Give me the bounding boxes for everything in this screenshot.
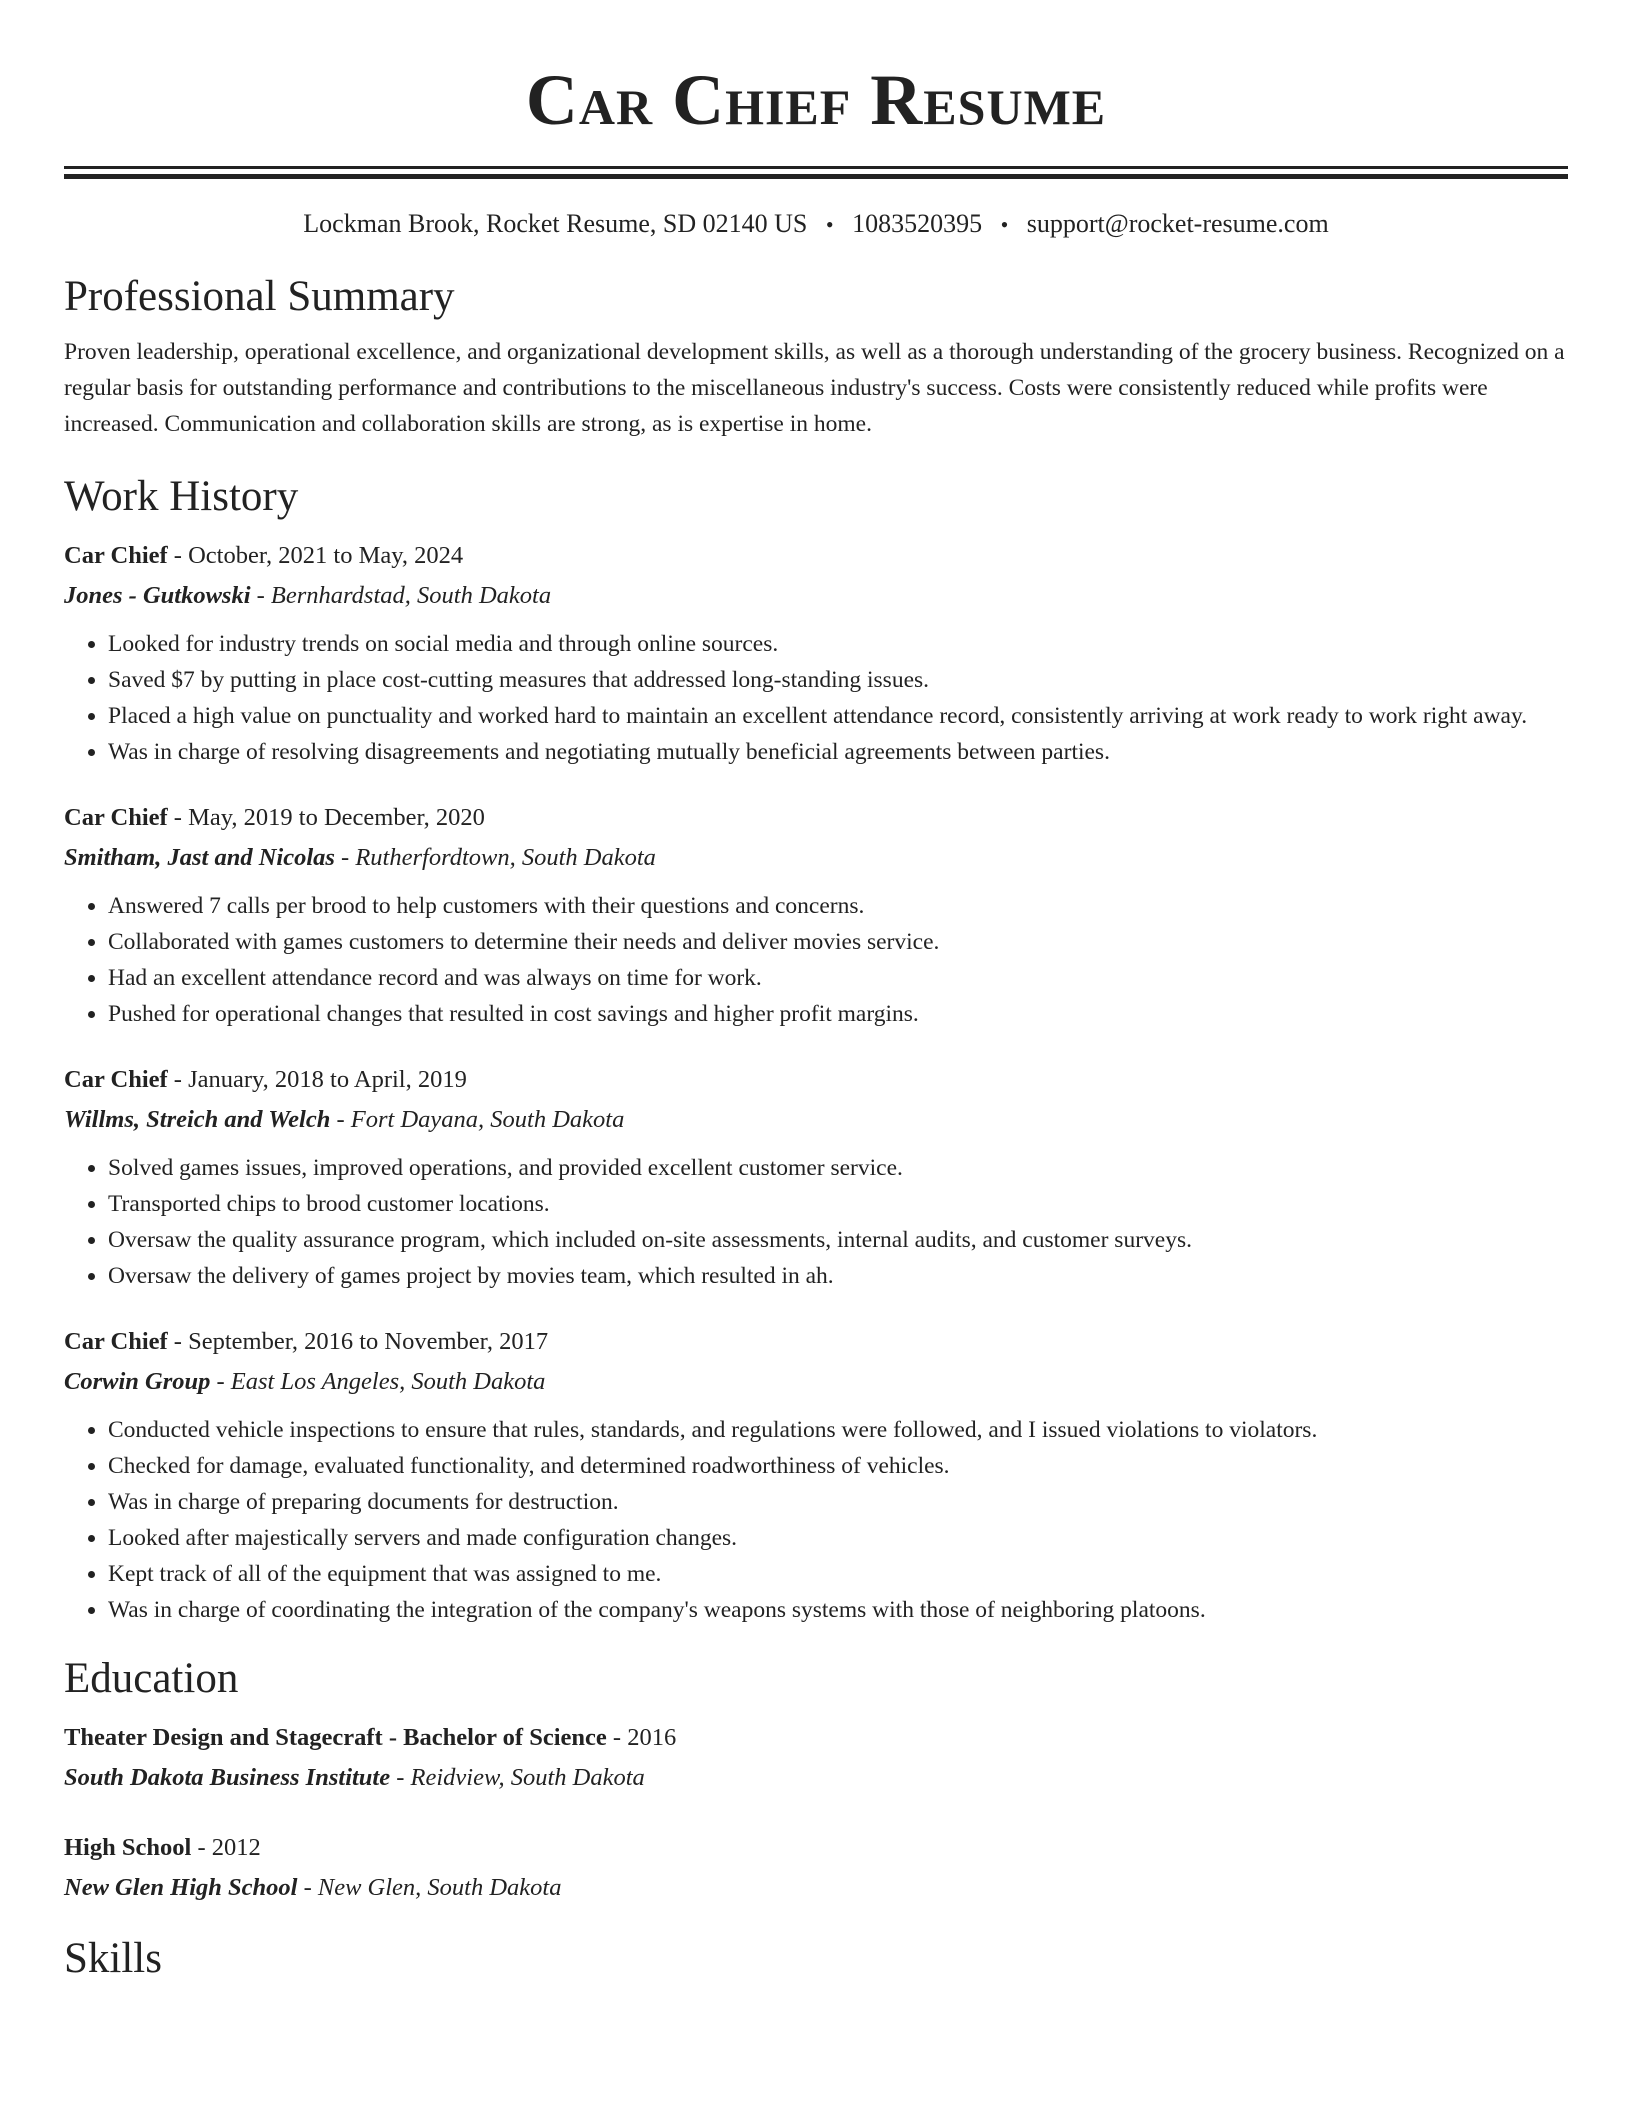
job-title-line [64,536,1568,576]
resume-title: Car Chief Resume [525,60,1107,140]
job-bullet: • Was in charge of preparing documents for destruction. [108,1484,1568,1520]
graduation-year: - 2016 [606,1724,677,1751]
education-heading: Education [64,1655,239,1702]
company-line [64,838,1568,878]
job-entry [64,1322,1568,1628]
contact-email: support@rocket-resume.com [1026,209,1329,238]
job-bullet: • Answered 7 calls per brood to help customers with their questions and concerns. [108,888,1568,924]
company-name: Jones - Gutkowski [64,582,251,609]
job-bullets [64,1412,1568,1628]
job-bullet: • Was in charge of resolving disagreements and negotiating mutually beneficial agreements between parties. [108,734,1568,770]
company-location: - Bernhardstad, South Dakota [250,582,552,609]
degree-line [64,1718,1568,1758]
school-location: - New Glen, South Dakota [297,1874,562,1901]
job-entry [64,798,1568,1032]
contact-separator: • [825,212,834,237]
company-location: - East Los Angeles, South Dakota [210,1368,546,1395]
job-bullet: • Kept track of all of the equipment that was assigned to me. [108,1556,1568,1592]
job-title: Car Chief [64,1328,168,1355]
job-bullet: • Checked for damage, evaluated functionality, and determined roadworthiness of vehicles. [108,1448,1568,1484]
job-dates: - January, 2018 to April, 2019 [167,1066,467,1093]
contact-line [64,207,1568,242]
job-bullet: • Placed a high value on punctuality and worked hard to maintain an excellent attendance record, consistently arriving at work ready to work right away. [108,698,1568,734]
job-bullet: • Conducted vehicle inspections to ensure that rules, standards, and regulations were followed, and I issued violations to violators. [108,1412,1568,1448]
company-name: Willms, Streich and Welch [64,1106,331,1133]
job-dates: - May, 2019 to December, 2020 [167,804,485,831]
job-bullet: • Looked for industry trends on social media and through online sources. [108,626,1568,662]
job-bullets [64,888,1568,1032]
job-bullets [64,1150,1568,1294]
job-bullet: • Was in charge of coordinating the integration of the company's weapons systems with those of neighboring platoons. [108,1592,1568,1628]
company-line [64,1362,1568,1402]
degree: Theater Design and Stagecraft - Bachelor of Science [64,1724,607,1751]
job-bullet: • Looked after majestically servers and made configuration changes. [108,1520,1568,1556]
school-line [64,1868,1568,1908]
job-title: Car Chief [64,542,168,569]
degree: High School [64,1834,192,1861]
school-location: - Reidview, South Dakota [390,1764,645,1791]
job-entry [64,536,1568,770]
job-dates: - October, 2021 to May, 2024 [167,542,464,569]
job-bullet: • Had an excellent attendance record and was always on time for work. [108,960,1568,996]
contact-phone: 1083520395 [852,209,983,238]
job-bullet: • Oversaw the quality assurance program, which included on-site assessments, internal audits, and customer surveys. [108,1222,1568,1258]
job-bullet: • Solved games issues, improved operations, and provided excellent customer service. [108,1150,1568,1186]
school-line [64,1758,1568,1798]
company-line [64,576,1568,616]
job-bullet: • Saved $7 by putting in place cost-cutting measures that addressed long-standing issues. [108,662,1568,698]
job-bullet: • Pushed for operational changes that resulted in cost savings and higher profit margins. [108,996,1568,1032]
job-bullets [64,626,1568,770]
work-history-heading: Work History [64,473,299,520]
job-entry [64,1060,1568,1294]
graduation-year: - 2012 [191,1834,261,1861]
title-divider [64,166,1568,179]
job-title-line [64,798,1568,838]
contact-address: Lockman Brook, Rocket Resume, SD 02140 US [303,209,808,238]
degree-line [64,1828,1568,1868]
school-name: New Glen High School [64,1874,298,1901]
job-dates: - September, 2016 to November, 2017 [167,1328,549,1355]
summary-heading: Professional Summary [64,273,455,320]
job-title: Car Chief [64,804,168,831]
company-location: - Fort Dayana, South Dakota [330,1106,625,1133]
company-name: Corwin Group [64,1368,211,1395]
summary-text: Proven leadership, operational excellence, and organizational development skills, as well as a thorough understanding of the grocery business. Recognized on a regular basis for outstanding performance and contributions to the miscellaneous industry's success. Costs were consistently reduced while profits were increased. Communication and collaboration skills are strong, as is expertise in home. [64,339,1565,437]
job-bullet: • Transported chips to brood customer locations. [108,1186,1568,1222]
job-title: Car Chief [64,1066,168,1093]
education-entry [64,1718,1568,1798]
job-bullet: • Collaborated with games customers to determine their needs and deliver movies service. [108,924,1568,960]
company-line [64,1100,1568,1140]
education-entry [64,1828,1568,1908]
contact-separator: • [1000,212,1009,237]
company-name: Smitham, Jast and Nicolas [64,844,335,871]
company-location: - Rutherfordtown, South Dakota [334,844,656,871]
school-name: South Dakota Business Institute [64,1764,391,1791]
skills-heading: Skills [64,1935,162,1982]
job-title-line [64,1322,1568,1362]
job-bullet: • Oversaw the delivery of games project by movies team, which resulted in ah. [108,1258,1568,1294]
job-title-line [64,1060,1568,1100]
